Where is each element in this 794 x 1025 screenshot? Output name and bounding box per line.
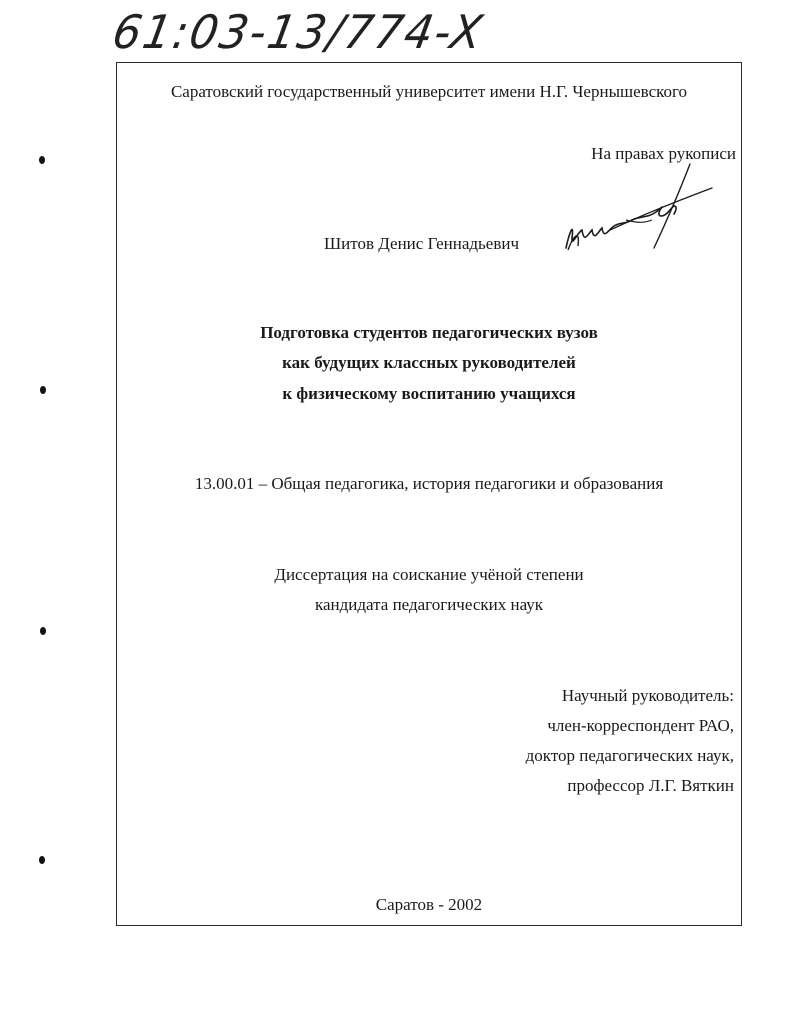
author-name: Шитов Денис Геннадьевич (324, 234, 520, 253)
dissertation-title-line: как будущих классных руководителей (282, 353, 576, 372)
specialty-code: 13.00.01 – Общая педагогика, история педагогики и образования (194, 474, 664, 493)
punch-hole-mark (40, 627, 46, 635)
supervisor-title: член-корреспондент РАО, (547, 716, 734, 735)
city-year: Саратов - 2002 (375, 895, 483, 914)
punch-hole-mark (39, 856, 45, 864)
degree-line: кандидата педагогических наук (314, 595, 544, 614)
degree-line: Диссертация на соискание учёной степени (274, 565, 584, 584)
punch-hole-mark (40, 386, 46, 394)
manuscript-note: На правах рукописи (591, 144, 736, 163)
dissertation-title-line: к физическому воспитанию учащихся (282, 384, 576, 403)
university-name: Саратовский государственный университет имени Н.Г. Чернышевского (170, 82, 688, 101)
punch-hole-mark (39, 156, 45, 164)
supervisor-label: Научный руководитель: (561, 686, 734, 705)
archive-number-handwritten: 61:03-13/774-X (108, 6, 488, 60)
dissertation-title-line: Подготовка студентов педагогических вузов (260, 323, 598, 342)
author-signature (560, 160, 720, 260)
supervisor-degree: доктор педагогических наук, (525, 746, 734, 765)
supervisor-name: профессор Л.Г. Вяткин (567, 776, 734, 795)
